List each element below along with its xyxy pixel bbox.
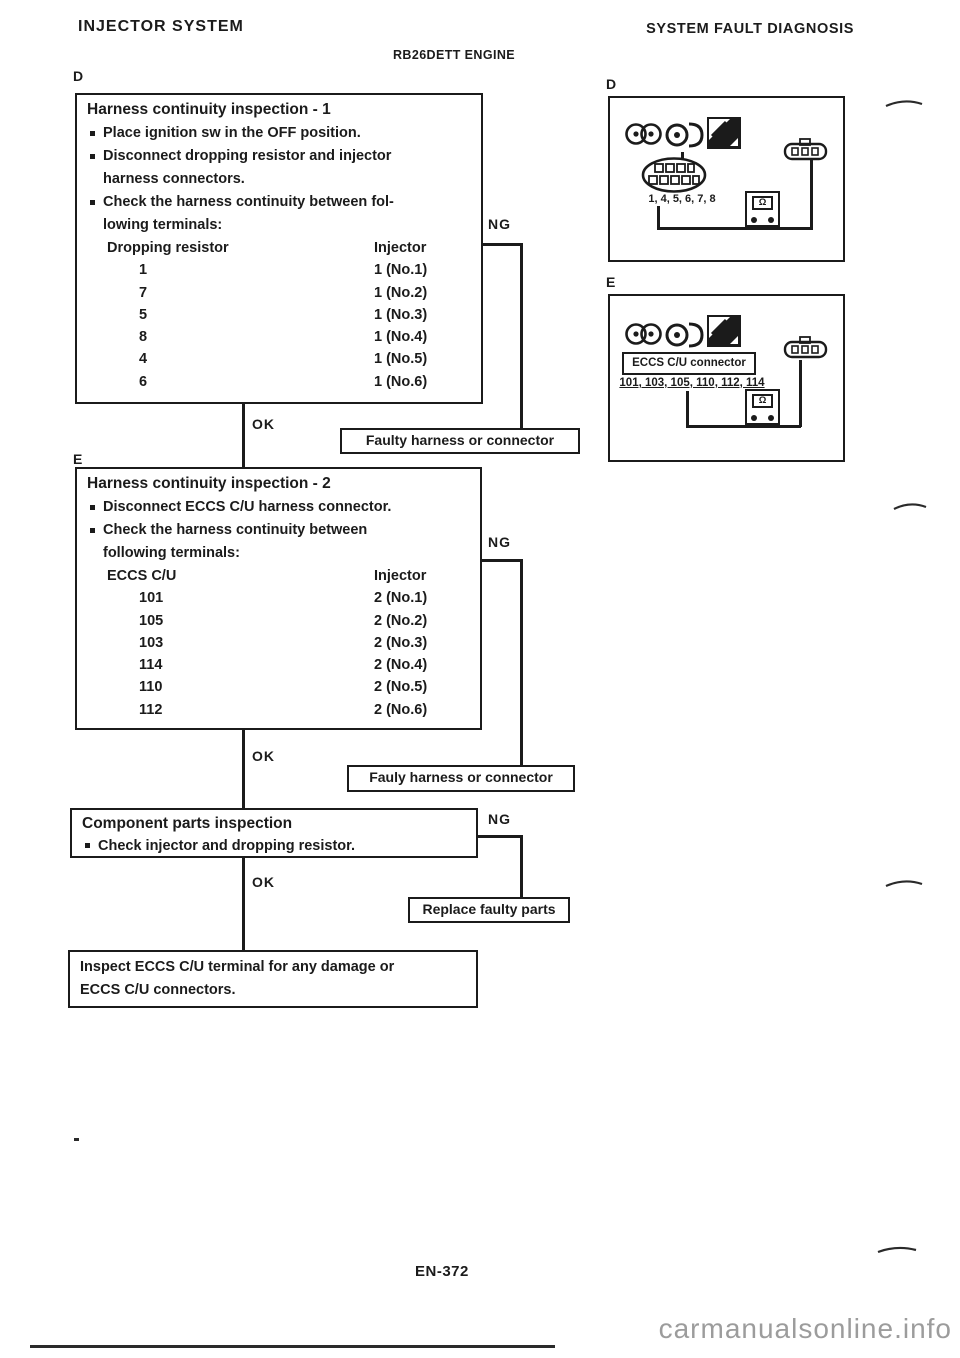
injector-connector: [783, 138, 829, 162]
table-row: 110 2 (No.5): [139, 679, 428, 696]
bullet-line: Disconnect ECCS C/U harness connector.: [103, 499, 392, 515]
bullet-line: harness connectors.: [103, 171, 245, 187]
flow-line-ok1: [242, 404, 245, 468]
diagram-wire: [657, 227, 813, 230]
box-title: Component parts inspection: [82, 815, 293, 832]
page-curl-mark: [892, 499, 928, 513]
bullet-item: [82, 835, 466, 857]
meter-terminal: [768, 415, 774, 421]
terminal-table-1: [107, 237, 471, 393]
table-header-row: [107, 237, 471, 259]
dropping-resistor-connector: [640, 156, 708, 194]
flow-line-ng1-v: [520, 243, 523, 430]
section-label-e: E: [73, 451, 83, 467]
connector-pin-numbers: 1, 4, 5, 6, 7, 8: [648, 193, 716, 205]
meter-terminal: [751, 415, 757, 421]
flow-box-harness-inspection-1: [75, 93, 483, 404]
box-title: Harness continuity inspection - 1: [87, 101, 331, 118]
bullet-marker: [85, 843, 90, 848]
bullet-line: lowing terminals:: [103, 217, 223, 233]
table-row: 105 2 (No.2): [139, 612, 428, 629]
bullet-item: [87, 496, 470, 519]
disconnect-icon: [624, 116, 662, 152]
section-label-d: D: [73, 68, 84, 84]
flow-line-ng3-v: [520, 835, 523, 899]
page-title-right: SYSTEM FAULT DIAGNOSIS: [646, 21, 854, 37]
diagram-wire: [686, 425, 801, 428]
table-row: 6 1 (No.6): [139, 373, 428, 390]
bullet-marker: [90, 154, 95, 159]
ok-label-1: OK: [252, 416, 275, 432]
table-row: 1 1 (No.1): [139, 262, 428, 279]
page-curl-mark: [884, 876, 924, 890]
table-row: 101 2 (No.1): [139, 590, 428, 607]
flow-line-ng2-v: [520, 559, 523, 767]
bullet-item: [87, 145, 471, 191]
page-bottom-line: [30, 1345, 555, 1348]
flow-box-inspect-eccs-terminal: [68, 950, 478, 1008]
injector-connector: [783, 336, 829, 360]
ng-label-3: NG: [488, 811, 511, 827]
bullet-line: following terminals:: [103, 545, 240, 561]
box-title: Harness continuity inspection - 2: [87, 475, 331, 492]
diagram-e-box: [608, 294, 845, 462]
bullet-item: [87, 122, 471, 145]
terminal-table-2: [107, 565, 470, 721]
col-header: Dropping resistor: [107, 240, 229, 256]
connector-pin-numbers: 101, 103, 105, 110, 112, 114: [619, 377, 765, 389]
table-row: 114 2 (No.4): [139, 657, 428, 674]
tester-icon: [706, 116, 742, 150]
ohmmeter: [745, 389, 780, 425]
meter-display: Ω: [752, 394, 773, 408]
flow-line-ng3-h: [478, 835, 522, 838]
eccs-cu-connector-label: ECCS C/U connector: [622, 352, 756, 375]
col-header: Injector: [374, 240, 427, 256]
text-line: ECCS C/U connectors.: [80, 982, 236, 998]
page-number: EN-372: [415, 1263, 469, 1280]
bullet-marker: [90, 505, 95, 510]
page-curl-mark: [876, 1242, 918, 1256]
flow-line-ok2: [242, 730, 245, 808]
tester-icon: [706, 314, 742, 348]
diagram-d-box: [608, 96, 845, 262]
disconnect-icon: [624, 316, 662, 352]
connector-icon: [664, 116, 704, 154]
flow-line-ok3: [242, 858, 245, 950]
table-row: 4 1 (No.5): [139, 351, 428, 368]
table-row: 112 2 (No.6): [139, 701, 428, 718]
diagram-wire: [657, 206, 660, 229]
remedy-box-2: Fauly harness or connector: [347, 765, 575, 792]
ok-label-2: OK: [252, 748, 275, 764]
ng-label-1: NG: [488, 216, 511, 232]
col-header: Injector: [374, 568, 427, 584]
diagram-label-d: D: [606, 76, 617, 92]
flow-box-harness-inspection-2: [75, 467, 482, 730]
meter-terminal: [751, 217, 757, 223]
stray-mark: [74, 1138, 79, 1141]
table-row: 103 2 (No.3): [139, 634, 428, 651]
bullet-item: [87, 191, 471, 237]
bullet-line: Check the harness continuity between: [103, 522, 368, 538]
remedy-box-1: Faulty harness or connector: [340, 428, 580, 454]
ok-label-3: OK: [252, 874, 275, 890]
bullet-marker: [90, 528, 95, 533]
col-header: ECCS C/U: [107, 568, 177, 584]
bullet-line: Check the harness continuity between fol-: [103, 194, 394, 210]
bullet-item: [87, 519, 470, 565]
bullet-marker: [90, 131, 95, 136]
watermark-text: carmanualsonline.info: [658, 1313, 952, 1344]
flow-box-component-parts-inspection: [70, 808, 478, 858]
text-line: Inspect ECCS C/U terminal for any damage or: [80, 959, 395, 975]
bullet-line: Check injector and dropping resistor.: [98, 838, 356, 854]
page-curl-mark: [884, 96, 924, 110]
flow-line-ng1-h: [483, 243, 523, 246]
ng-label-2: NG: [488, 534, 511, 550]
table-row: 5 1 (No.3): [139, 306, 428, 323]
diagram-wire: [799, 360, 802, 427]
bullet-line: Place ignition sw in the OFF position.: [103, 125, 361, 141]
connector-icon: [664, 316, 704, 354]
meter-display: Ω: [752, 196, 773, 210]
table-row: 7 1 (No.2): [139, 284, 428, 301]
meter-terminal: [768, 217, 774, 223]
remedy-box-3: Replace faulty parts: [408, 897, 570, 923]
table-row: 8 1 (No.4): [139, 329, 428, 346]
page-title-left: INJECTOR SYSTEM: [78, 18, 244, 35]
diagram-wire: [810, 160, 813, 230]
bullet-marker: [90, 200, 95, 205]
bullet-line: Disconnect dropping resistor and injector: [103, 148, 392, 164]
table-header-row: [107, 565, 470, 587]
diagram-label-e: E: [606, 274, 616, 290]
flow-line-ng2-h: [482, 559, 522, 562]
ohmmeter: [745, 191, 780, 227]
diagram-wire: [686, 391, 689, 427]
engine-subtitle: RB26DETT ENGINE: [393, 48, 515, 62]
